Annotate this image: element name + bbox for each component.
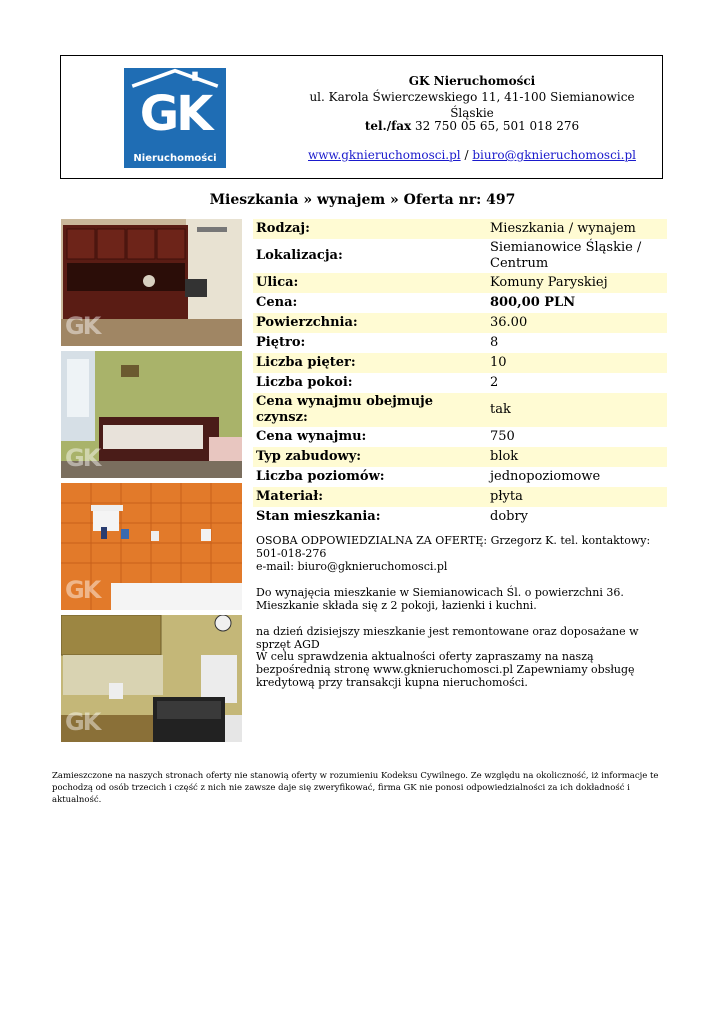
param-label: Cena wynajmu: — [256, 429, 367, 444]
description-paragraph: Do wynajęcia mieszkanie w Siemianowicach Śl. o powierzchni 36. Mieszkanie składa się z 2 pokoji, łazienki i kuchni. — [256, 586, 624, 612]
office-header — [60, 55, 663, 179]
table-row — [253, 487, 667, 507]
param-label: Typ zabudowy: — [253, 447, 487, 467]
disclaimer: Zamieszczone na naszych stronach oferty nie stanowią oferty w rozumieniu Kodeksu Cywilnego. Ze względu na okoliczność, iż informacje te pochodzą od osób trzecich i część z nich nie zawsze daje się zweryfikować, firma GK nie ponosi odpowiedzialności za ich dokładność i aktualność. — [52, 771, 659, 805]
living-room-photo[interactable] — [61, 219, 242, 346]
watermark: GK — [65, 312, 100, 340]
param-label: Cena wynajmu obejmuje czynsz: — [253, 393, 487, 427]
phone-value: 32 750 05 65, 501 018 276 — [415, 119, 580, 133]
company-links — [291, 147, 653, 163]
param-value: 36.00 — [487, 313, 667, 333]
phone-label: tel./fax — [364, 119, 412, 133]
table-row — [253, 293, 667, 313]
param-value: blok — [487, 447, 667, 467]
param-value: dobry — [490, 509, 529, 524]
param-value: 8 — [490, 335, 499, 350]
house-roof-icon — [124, 68, 226, 88]
description-paragraph: W celu sprawdzenia aktualności oferty zapraszamy na naszą bezpośrednią stronę www.gknieruchomosci.pl Zapewniamy obsługę kredytową przy transakcji kupna nieruchomości. — [256, 650, 635, 689]
contact-email: e-mail: biuro@gknieruchomosci.pl — [256, 560, 448, 573]
table-row — [253, 427, 667, 447]
gk-logo — [124, 68, 226, 168]
description-paragraph: na dzień dzisiejszy mieszkanie jest remontowane oraz doposażane w sprzęt AGD — [256, 625, 639, 651]
param-value: tak — [487, 393, 667, 427]
bedroom-photo[interactable] — [61, 351, 242, 478]
kitchen-photo[interactable] — [61, 615, 242, 742]
param-value: 2 — [490, 375, 499, 390]
company-phone — [291, 118, 653, 134]
logo-subtitle: Nieruchomości — [133, 153, 217, 164]
param-label: Ulica: — [253, 273, 487, 293]
table-row — [253, 447, 667, 467]
table-row — [253, 353, 667, 373]
param-label: Piętro: — [256, 335, 306, 350]
bathroom-photo[interactable] — [61, 483, 242, 610]
logo-letters: GK — [139, 86, 211, 142]
offer-parameters-table — [253, 219, 667, 527]
link-separator: / — [464, 148, 469, 162]
param-label: Liczba poziomów: — [256, 469, 385, 484]
param-value: Komuny Paryskiej — [487, 273, 667, 293]
param-label: Materiał: — [253, 487, 487, 507]
watermark: GK — [65, 708, 100, 736]
watermark: GK — [65, 444, 100, 472]
param-value: 10 — [487, 353, 667, 373]
table-row — [253, 393, 667, 427]
param-label: Liczba pięter: — [253, 353, 487, 373]
table-row — [253, 273, 667, 293]
email-link[interactable]: biuro@gknieruchomosci.pl — [472, 148, 636, 162]
table-row — [253, 373, 667, 393]
company-name: GK Nieruchomości — [408, 74, 536, 88]
param-value: płyta — [487, 487, 667, 507]
price-value: 800,00 PLN — [490, 295, 576, 310]
param-label: Cena: — [256, 295, 298, 310]
contact-phone: 501-018-276 — [256, 547, 327, 560]
param-value: Mieszkania / wynajem — [487, 219, 667, 239]
table-row — [253, 219, 667, 239]
table-row — [253, 239, 667, 273]
param-label: Powierzchnia: — [253, 313, 487, 333]
param-label: Stan mieszkania: — [256, 509, 381, 524]
offer-title: Mieszkania » wynajem » Oferta nr: 497 — [209, 192, 516, 208]
contact-block — [256, 534, 666, 573]
param-label: Lokalizacja: — [256, 248, 343, 263]
param-value: jednopoziomowe — [490, 469, 601, 484]
param-label: Liczba pokoi: — [256, 375, 353, 390]
website-link[interactable]: www.gknieruchomosci.pl — [308, 148, 461, 162]
table-row — [253, 313, 667, 333]
param-value: Siemianowice Śląskie / Centrum — [490, 240, 642, 271]
param-value: 750 — [490, 429, 515, 444]
table-row — [253, 467, 667, 487]
table-row — [253, 333, 667, 353]
company-address: ul. Karola Świerczewskiego 11, 41-100 Siemianowice Śląskie — [309, 90, 635, 120]
contact-person: OSOBA ODPOWIEDZIALNA ZA OFERTĘ: Grzegorz K. tel. kontaktowy: — [256, 534, 651, 547]
watermark: GK — [65, 576, 100, 604]
table-row — [253, 507, 667, 527]
param-label: Rodzaj: — [253, 219, 487, 239]
